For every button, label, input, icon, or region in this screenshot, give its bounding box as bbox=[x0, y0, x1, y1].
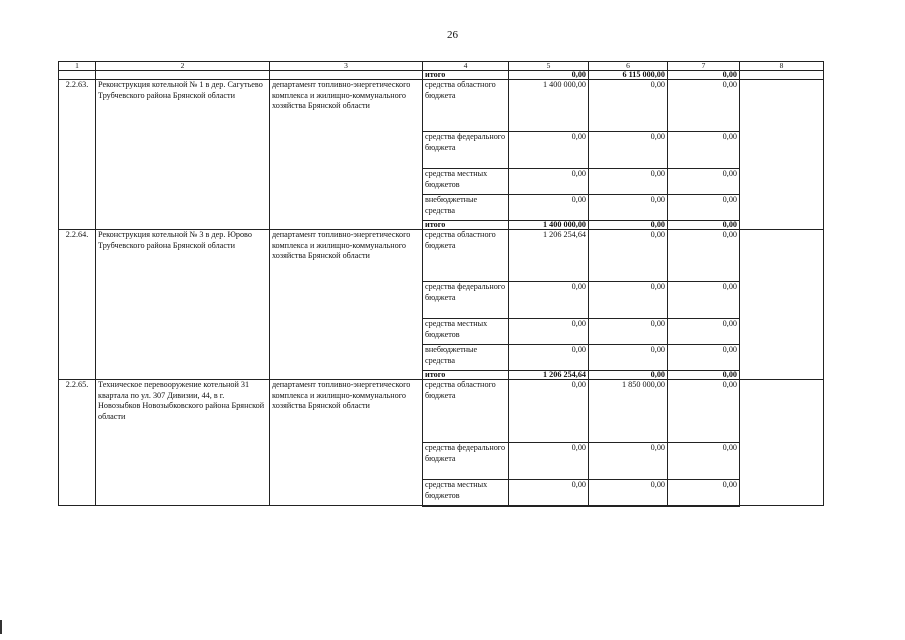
value-col7: 0,00 bbox=[668, 371, 740, 380]
project-name: Техническое перевооружение котельной 31 квартала по ул. 307 Дивизии, 44, в г. Новозыбков Новозыбковского района Брянской области bbox=[96, 380, 270, 506]
value-col5: 1 206 254,64 bbox=[509, 230, 589, 282]
value-col7: 0,00 bbox=[668, 345, 740, 371]
column-header: 1 bbox=[59, 62, 96, 71]
value-col5: 0,00 bbox=[509, 282, 589, 319]
value-col7: 0,00 bbox=[668, 319, 740, 345]
value-col5: 0,00 bbox=[509, 480, 589, 506]
value-col5: 1 400 000,00 bbox=[509, 221, 589, 230]
source-label: средства областного бюджета bbox=[423, 80, 509, 132]
value-col6: 0,00 bbox=[589, 319, 668, 345]
total-row bbox=[59, 71, 824, 80]
project-code: 2.2.65. bbox=[59, 380, 96, 506]
header-row bbox=[59, 62, 824, 71]
value-col6: 6 115 000,00 bbox=[589, 71, 668, 80]
source-label: средства федерального бюджета bbox=[423, 443, 509, 480]
value-col7: 0,00 bbox=[668, 221, 740, 230]
source-label: средства областного бюджета bbox=[423, 230, 509, 282]
column-header: 3 bbox=[270, 62, 423, 71]
value-col7: 0,00 bbox=[668, 80, 740, 132]
column-header: 8 bbox=[740, 62, 824, 71]
value-col5: 1 400 000,00 bbox=[509, 80, 589, 132]
source-label: внебюджетные средства bbox=[423, 195, 509, 221]
project-department: департамент топливно-энергетического комплекса и жилищно-коммунального хозяйства Брянской области bbox=[270, 80, 423, 230]
value-col5: 0,00 bbox=[509, 195, 589, 221]
value-col6: 0,00 bbox=[589, 345, 668, 371]
value-col7: 0,00 bbox=[668, 230, 740, 282]
value-col7: 0,00 bbox=[668, 169, 740, 195]
value-col5: 0,00 bbox=[509, 443, 589, 480]
source-label: внебюджетные средства bbox=[423, 345, 509, 371]
value-col7: 0,00 bbox=[668, 132, 740, 169]
value-col5: 0,00 bbox=[509, 319, 589, 345]
value-col6: 0,00 bbox=[589, 80, 668, 132]
project-name: Реконструкция котельной № 1 в дер. Сагутьево Трубчевского района Брянской области bbox=[96, 80, 270, 230]
column-header: 7 bbox=[668, 62, 740, 71]
value-col6: 0,00 bbox=[589, 132, 668, 169]
value-col7: 0,00 bbox=[668, 443, 740, 480]
value-col6: 0,00 bbox=[589, 480, 668, 506]
value-col7: 0,00 bbox=[668, 195, 740, 221]
value-col7: 0,00 bbox=[668, 71, 740, 80]
column-header: 6 bbox=[589, 62, 668, 71]
table-row bbox=[59, 380, 824, 443]
source-label: средства местных бюджетов bbox=[423, 319, 509, 345]
value-col6: 0,00 bbox=[589, 221, 668, 230]
value-col6: 0,00 bbox=[589, 230, 668, 282]
value-col5: 0,00 bbox=[509, 132, 589, 169]
value-col7: 0,00 bbox=[668, 380, 740, 443]
value-col6: 0,00 bbox=[589, 282, 668, 319]
value-col7: 0,00 bbox=[668, 480, 740, 506]
project-department: департамент топливно-энергетического комплекса и жилищно-коммунального хозяйства Брянской области bbox=[270, 380, 423, 506]
value-col6: 0,00 bbox=[589, 169, 668, 195]
value-col5: 1 206 254,64 bbox=[509, 371, 589, 380]
project-code: 2.2.64. bbox=[59, 230, 96, 380]
value-col6: 0,00 bbox=[589, 443, 668, 480]
table-row bbox=[59, 80, 824, 132]
source-label: средства областного бюджета bbox=[423, 380, 509, 443]
column-header: 4 bbox=[423, 62, 509, 71]
project-code: 2.2.63. bbox=[59, 80, 96, 230]
value-col7: 0,00 bbox=[668, 282, 740, 319]
source-label: средства местных бюджетов bbox=[423, 480, 509, 506]
source-label: итого bbox=[423, 221, 509, 230]
value-col5: 0,00 bbox=[509, 169, 589, 195]
value-col6: 1 850 000,00 bbox=[589, 380, 668, 443]
page-number: 26 bbox=[447, 29, 458, 41]
source-label: средства федерального бюджета bbox=[423, 282, 509, 319]
source-label: средства местных бюджетов bbox=[423, 169, 509, 195]
column-header: 2 bbox=[96, 62, 270, 71]
project-department: департамент топливно-энергетического комплекса и жилищно-коммунального хозяйства Брянской области bbox=[270, 230, 423, 380]
value-col6: 0,00 bbox=[589, 371, 668, 380]
project-name: Реконструкция котельной № 3 в дер. Юрово Трубчевского района Брянской области bbox=[96, 230, 270, 380]
scan-edge-mark bbox=[0, 620, 2, 634]
source-label: итого bbox=[423, 371, 509, 380]
column-header: 5 bbox=[509, 62, 589, 71]
value-col5: 0,00 bbox=[509, 380, 589, 443]
table-row bbox=[59, 230, 824, 282]
source-label: средства федерального бюджета bbox=[423, 132, 509, 169]
budget-table bbox=[58, 61, 824, 507]
value-col5: 0,00 bbox=[509, 71, 589, 80]
value-col5: 0,00 bbox=[509, 345, 589, 371]
value-col6: 0,00 bbox=[589, 195, 668, 221]
source-label: итого bbox=[423, 71, 509, 80]
